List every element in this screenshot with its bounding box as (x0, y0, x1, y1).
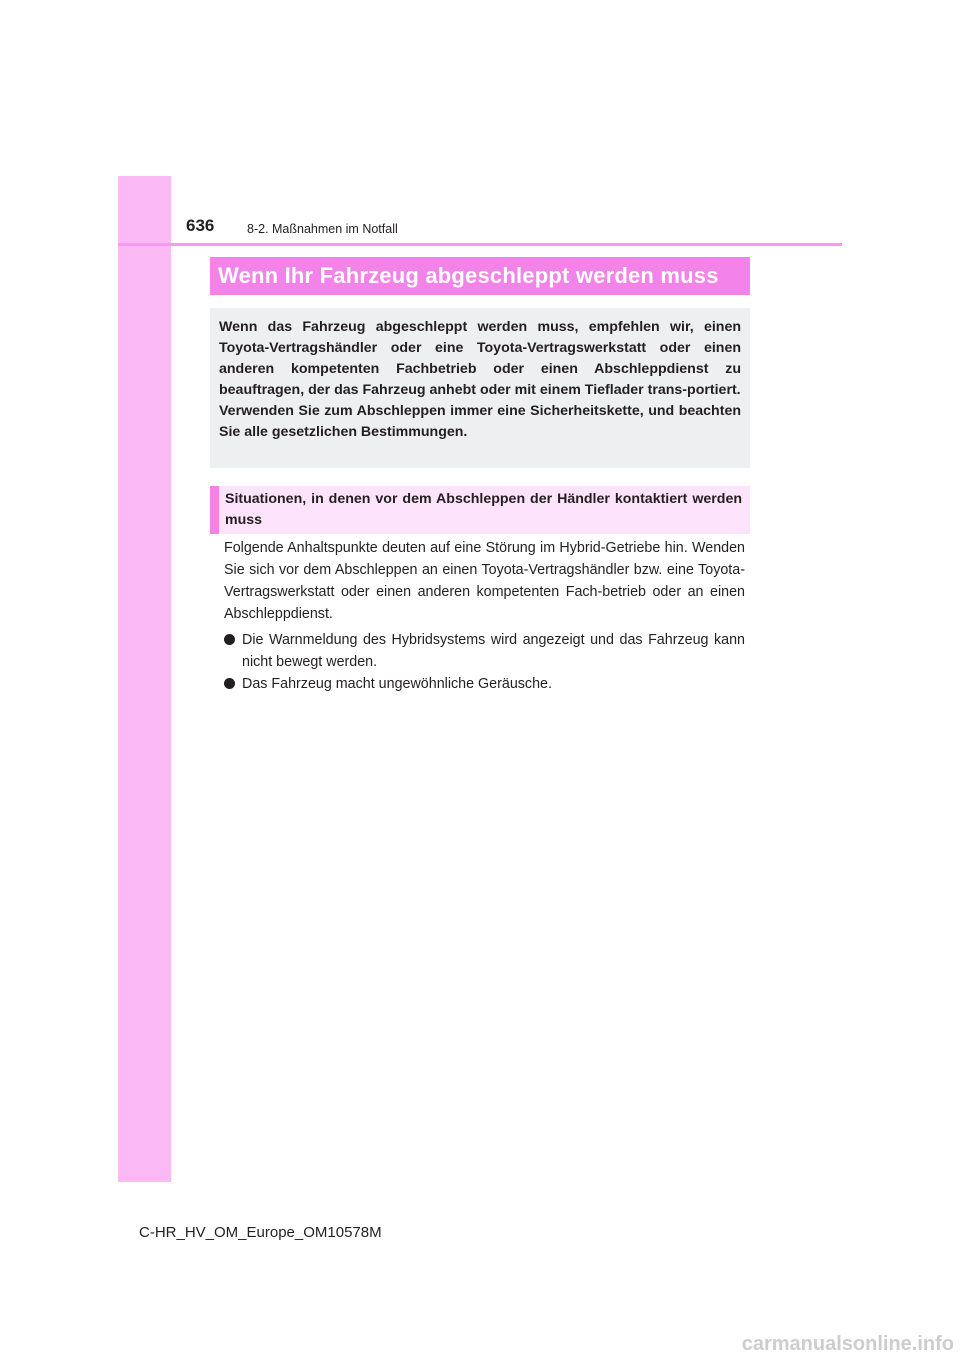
list-item (224, 629, 745, 673)
watermark: carmanualsonline.info (741, 1333, 954, 1355)
bullet-icon (224, 678, 235, 689)
section-title-bar (210, 257, 750, 295)
intro-paragraph-1: Wenn das Fahrzeug abgeschleppt werden muss, empfehlen wir, einen Toyota-Vertragshändler oder eine Toyota-Vertragswerkstatt oder einen anderen kompetenten Fachbetrieb oder einen Abschleppdienst zu beauftragen, der das Fahrzeug anhebt oder mit einem Tieflader trans-portiert. (219, 319, 741, 398)
section-label: 8-2. Maßnahmen im Notfall (247, 222, 398, 236)
bullet-list (224, 629, 745, 695)
list-item (224, 673, 745, 695)
list-item-text: Die Warnmeldung des Hybridsystems wird angezeigt und das Fahrzeug kann nicht bewegt werden. (242, 632, 745, 670)
header-divider (118, 243, 842, 246)
side-tab-strip (118, 176, 171, 1182)
subsection-body (224, 537, 745, 695)
subsection-heading-box (210, 486, 750, 534)
section-title: Wenn Ihr Fahrzeug abgeschleppt werden muss (218, 263, 719, 288)
footer-doc-code: C-HR_HV_OM_Europe_OM10578M (139, 1224, 382, 1241)
intro-paragraph-2: Verwenden Sie zum Abschleppen immer eine Sicherheitskette, und beachten Sie alle gesetzlichen Bestimmungen. (219, 403, 741, 440)
list-item-text: Das Fahrzeug macht ungewöhnliche Geräusche. (242, 676, 552, 692)
page-number: 636 (186, 216, 215, 235)
bullet-icon (224, 634, 235, 645)
intro-box (210, 308, 750, 468)
body-paragraph: Folgende Anhaltspunkte deuten auf eine Störung im Hybrid-Getriebe hin. Wenden Sie sich vor dem Abschleppen an einen Toyota-Vertragshändler bzw. eine Toyota-Vertragswerkstatt oder einen anderen kompetenten Fach-betrieb oder an einen Abschleppdienst. (224, 540, 745, 622)
subsection-heading: Situationen, in denen vor dem Abschleppen der Händler kontaktiert werden muss (225, 491, 742, 528)
